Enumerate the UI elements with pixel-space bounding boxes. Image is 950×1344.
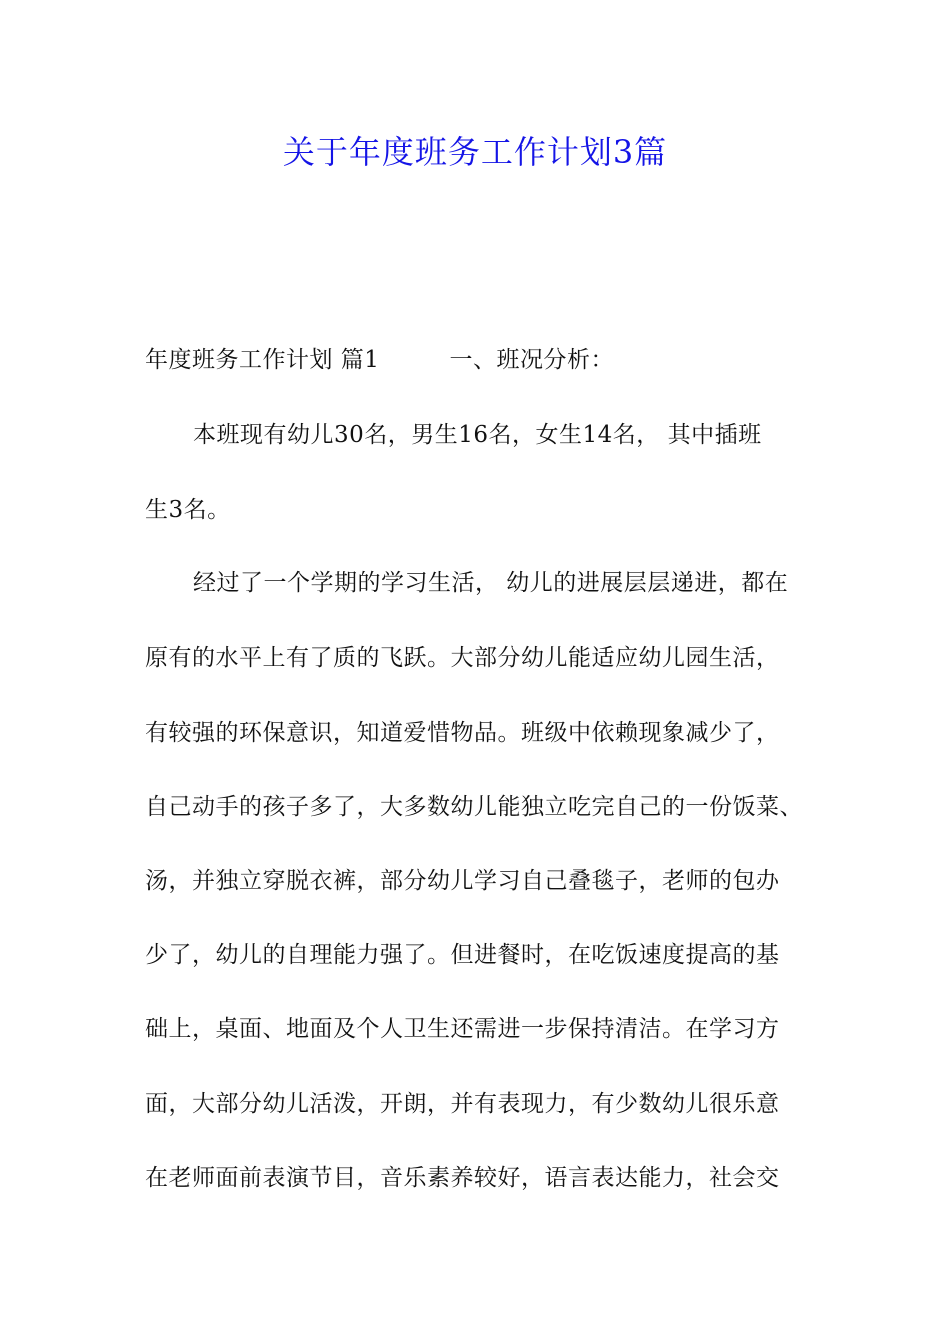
paragraph-line: 经过了一个学期的学习生活， 幼儿的进展层层递进，都在 [193, 570, 789, 596]
paragraph-line: 自己动手的孩子多了，大多数幼儿能独立吃完自己的一份饭菜、 [145, 794, 803, 820]
paragraph-line: 在老师面前表演节目，音乐素养较好，语言表达能力，社会交 [145, 1165, 780, 1191]
paragraph-line: 本班现有幼儿30名，男生16名，女生14名， 其中插班 [193, 422, 762, 448]
paragraph-line: 少了，幼儿的自理能力强了。但进餐时，在吃饭速度提高的基 [145, 942, 780, 968]
section-heading-line [145, 343, 835, 377]
section-title: 一、班况分析： [449, 347, 614, 373]
plan-label: 年度班务工作计划 篇1 [145, 347, 380, 373]
paragraph-line: 原有的水平上有了质的飞跃。大部分幼儿能适应幼儿园生活， [145, 645, 780, 671]
paragraph-line: 有较强的环保意识，知道爱惜物品。班级中依赖现象减少了， [145, 720, 780, 746]
paragraph-line: 生3名。 [145, 497, 231, 523]
paragraph-line: 础上，桌面、地面及个人卫生还需进一步保持清洁。在学习方 [145, 1016, 780, 1042]
paragraph-line: 面，大部分幼儿活泼，开朗，并有表现力，有少数幼儿很乐意 [145, 1091, 780, 1117]
paragraph-line: 汤，并独立穿脱衣裤，部分幼儿学习自己叠毯子，老师的包办 [145, 868, 780, 894]
document-title: 关于年度班务工作计划3篇 [282, 133, 668, 171]
